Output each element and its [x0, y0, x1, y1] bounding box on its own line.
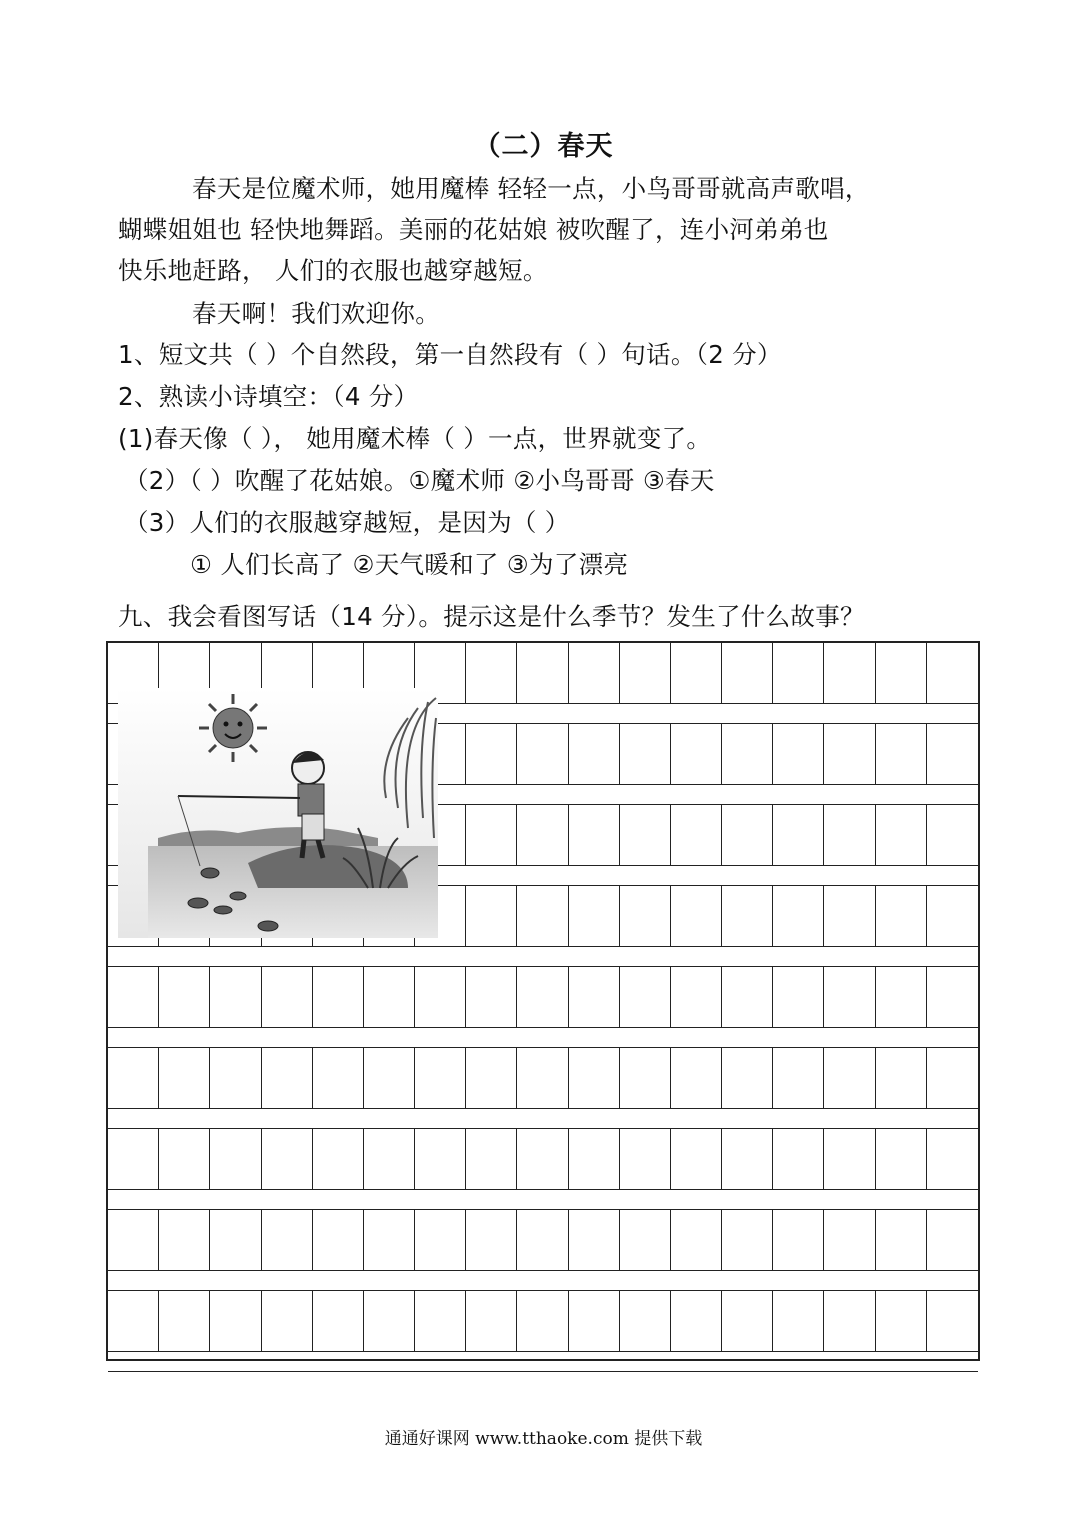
- grid-cell[interactable]: [722, 724, 773, 784]
- grid-cell[interactable]: [517, 724, 568, 784]
- grid-cell[interactable]: [722, 967, 773, 1027]
- grid-row: [108, 967, 978, 1027]
- grid-cell[interactable]: [620, 805, 671, 865]
- grid-cell[interactable]: [824, 886, 875, 946]
- grid-cell[interactable]: [415, 1210, 466, 1270]
- grid-cell[interactable]: [262, 1129, 313, 1189]
- passage-p2: 春天啊！我们欢迎你。: [192, 299, 440, 328]
- grid-cell[interactable]: [876, 967, 927, 1027]
- grid-cell[interactable]: [927, 1291, 978, 1351]
- question-2-1: (1)春天像（ ）， 她用魔术棒（ ）一点，世界就变了。: [118, 424, 712, 453]
- grid-cell[interactable]: [722, 1048, 773, 1108]
- grid-cell[interactable]: [927, 805, 978, 865]
- grid-cell[interactable]: [262, 1210, 313, 1270]
- grid-cell[interactable]: [876, 1129, 927, 1189]
- grid-cell[interactable]: [671, 724, 722, 784]
- grid-cell[interactable]: [671, 967, 722, 1027]
- grid-cell[interactable]: [876, 805, 927, 865]
- grid-row: [108, 1210, 978, 1270]
- grid-cell[interactable]: [517, 643, 568, 703]
- grid-cell[interactable]: [210, 1210, 261, 1270]
- grid-cell[interactable]: [364, 1210, 415, 1270]
- grid-cell[interactable]: [569, 1129, 620, 1189]
- grid-cell[interactable]: [927, 1210, 978, 1270]
- grid-cell[interactable]: [569, 1291, 620, 1351]
- grid-cell[interactable]: [466, 1048, 517, 1108]
- grid-row: [108, 1129, 978, 1189]
- grid-cell[interactable]: [722, 1210, 773, 1270]
- grid-cell[interactable]: [210, 1129, 261, 1189]
- grid-cell[interactable]: [927, 1129, 978, 1189]
- grid-cell[interactable]: [824, 1129, 875, 1189]
- grid-cell[interactable]: [671, 886, 722, 946]
- grid-cell[interactable]: [466, 1210, 517, 1270]
- section-title: （二）春天: [473, 131, 614, 162]
- writing-prompt: 九、我会看图写话（14 分）。提示这是什么季节？发生了什么故事？: [118, 602, 865, 631]
- grid-cell[interactable]: [876, 886, 927, 946]
- grid-cell[interactable]: [262, 967, 313, 1027]
- grid-gap: [108, 1270, 978, 1291]
- grid-cell[interactable]: [824, 1048, 875, 1108]
- grid-cell[interactable]: [620, 643, 671, 703]
- grid-cell[interactable]: [671, 805, 722, 865]
- question-1: 1、短文共（ ）个自然段，第一自然段有（ ）句话。（2 分）: [118, 340, 782, 369]
- grid-cell[interactable]: [517, 967, 568, 1027]
- grid-row: [108, 1048, 978, 1108]
- grid-cell[interactable]: [927, 643, 978, 703]
- grid-cell[interactable]: [517, 886, 568, 946]
- grid-cell[interactable]: [824, 724, 875, 784]
- grid-cell[interactable]: [620, 724, 671, 784]
- grid-cell[interactable]: [620, 886, 671, 946]
- grid-cell[interactable]: [517, 1291, 568, 1351]
- grid-cell[interactable]: [876, 724, 927, 784]
- grid-cell[interactable]: [722, 643, 773, 703]
- grid-cell[interactable]: [876, 643, 927, 703]
- grid-cell[interactable]: [671, 643, 722, 703]
- grid-cell[interactable]: [773, 967, 824, 1027]
- passage-p1-line1: 春天是位魔术师，她用魔棒 轻轻一点，小鸟哥哥就高声歌唱，: [192, 174, 870, 203]
- question-2-2: （2）（ ）吹醒了花姑娘。①魔术师 ②小鸟哥哥 ③春天: [124, 466, 715, 495]
- grid-cell[interactable]: [773, 643, 824, 703]
- grid-cell[interactable]: [466, 1129, 517, 1189]
- grid-cell[interactable]: [773, 1048, 824, 1108]
- grid-cell[interactable]: [210, 1291, 261, 1351]
- grid-cell[interactable]: [773, 1210, 824, 1270]
- grid-cell[interactable]: [773, 886, 824, 946]
- grid-cell[interactable]: [313, 967, 364, 1027]
- grid-cell[interactable]: [466, 805, 517, 865]
- grid-cell[interactable]: [620, 967, 671, 1027]
- grid-cell[interactable]: [159, 1129, 210, 1189]
- grid-cell[interactable]: [927, 1048, 978, 1108]
- grid-cell[interactable]: [415, 1129, 466, 1189]
- grid-cell[interactable]: [159, 967, 210, 1027]
- grid-cell[interactable]: [569, 967, 620, 1027]
- grid-cell[interactable]: [773, 1291, 824, 1351]
- grid-gap: [108, 1027, 978, 1048]
- question-2-3: （3）人们的衣服越穿越短，是因为（ ）: [124, 508, 570, 537]
- grid-cell[interactable]: [722, 805, 773, 865]
- grid-cell[interactable]: [415, 1291, 466, 1351]
- grid-cell[interactable]: [517, 1048, 568, 1108]
- grid-cell[interactable]: [466, 643, 517, 703]
- grid-cell[interactable]: [773, 805, 824, 865]
- question-2: 2、熟读小诗填空：（4 分）: [118, 382, 419, 411]
- grid-cell[interactable]: [415, 967, 466, 1027]
- grid-cell[interactable]: [517, 1210, 568, 1270]
- grid-cell[interactable]: [210, 967, 261, 1027]
- grid-cell[interactable]: [824, 1291, 875, 1351]
- grid-gap: [108, 1189, 978, 1210]
- grid-cell[interactable]: [927, 886, 978, 946]
- grid-cell[interactable]: [364, 967, 415, 1027]
- grid-cell[interactable]: [466, 967, 517, 1027]
- grid-row: [108, 1291, 978, 1351]
- grid-cell[interactable]: [262, 1048, 313, 1108]
- grid-cell[interactable]: [671, 1210, 722, 1270]
- grid-cell[interactable]: [364, 1291, 415, 1351]
- grid-cell[interactable]: [466, 886, 517, 946]
- grid-cell[interactable]: [466, 724, 517, 784]
- grid-gap: [108, 1108, 978, 1129]
- fishing-illustration: [118, 688, 438, 938]
- grid-cell[interactable]: [773, 1129, 824, 1189]
- grid-cell[interactable]: [773, 724, 824, 784]
- grid-cell[interactable]: [927, 967, 978, 1027]
- grid-cell[interactable]: [824, 643, 875, 703]
- grid-cell[interactable]: [569, 886, 620, 946]
- grid-cell[interactable]: [620, 1210, 671, 1270]
- grid-cell[interactable]: [108, 1048, 159, 1108]
- grid-cell[interactable]: [620, 1291, 671, 1351]
- grid-cell[interactable]: [876, 1210, 927, 1270]
- grid-cell[interactable]: [722, 1291, 773, 1351]
- grid-cell[interactable]: [210, 1048, 261, 1108]
- grid-cell[interactable]: [159, 1291, 210, 1351]
- grid-cell[interactable]: [569, 1210, 620, 1270]
- grid-cell[interactable]: [262, 1291, 313, 1351]
- grid-cell[interactable]: [824, 967, 875, 1027]
- grid-cell[interactable]: [364, 1048, 415, 1108]
- boy-fishing-icon: [118, 688, 438, 938]
- grid-cell[interactable]: [927, 724, 978, 784]
- grid-cell[interactable]: [722, 1129, 773, 1189]
- grid-cell[interactable]: [671, 1048, 722, 1108]
- grid-cell[interactable]: [415, 1048, 466, 1108]
- grid-cell[interactable]: [108, 1210, 159, 1270]
- passage-p1-line3: 快乐地赶路， 人们的衣服也越穿越短。: [118, 256, 548, 285]
- grid-cell[interactable]: [620, 1048, 671, 1108]
- grid-cell[interactable]: [517, 805, 568, 865]
- grid-cell[interactable]: [159, 1210, 210, 1270]
- grid-gap: [108, 1351, 978, 1372]
- grid-gap: [108, 946, 978, 967]
- question-2-3-options: ① 人们长高了 ②天气暖和了 ③为了漂亮: [190, 550, 629, 579]
- grid-cell[interactable]: [313, 1210, 364, 1270]
- grid-cell[interactable]: [159, 1048, 210, 1108]
- grid-cell[interactable]: [313, 1129, 364, 1189]
- grid-cell[interactable]: [108, 1291, 159, 1351]
- grid-cell[interactable]: [671, 1291, 722, 1351]
- grid-cell[interactable]: [517, 1129, 568, 1189]
- grid-cell[interactable]: [722, 886, 773, 946]
- grid-cell[interactable]: [108, 967, 159, 1027]
- grid-cell[interactable]: [620, 1129, 671, 1189]
- grid-cell[interactable]: [108, 1129, 159, 1189]
- grid-cell[interactable]: [824, 805, 875, 865]
- grid-cell[interactable]: [466, 1291, 517, 1351]
- grid-cell[interactable]: [569, 643, 620, 703]
- grid-cell[interactable]: [569, 805, 620, 865]
- grid-cell[interactable]: [569, 1048, 620, 1108]
- grid-cell[interactable]: [876, 1048, 927, 1108]
- grid-cell[interactable]: [313, 1291, 364, 1351]
- grid-cell[interactable]: [569, 724, 620, 784]
- grid-cell[interactable]: [824, 1210, 875, 1270]
- grid-cell[interactable]: [876, 1291, 927, 1351]
- grid-cell[interactable]: [671, 1129, 722, 1189]
- passage-p1-line2: 蝴蝶姐姐也 轻快地舞蹈。美丽的花姑娘 被吹醒了，连小河弟弟也: [118, 215, 829, 244]
- grid-cell[interactable]: [313, 1048, 364, 1108]
- footer-credit: 通通好课网 www.tthaoke.com 提供下载: [384, 1429, 703, 1449]
- grid-cell[interactable]: [364, 1129, 415, 1189]
